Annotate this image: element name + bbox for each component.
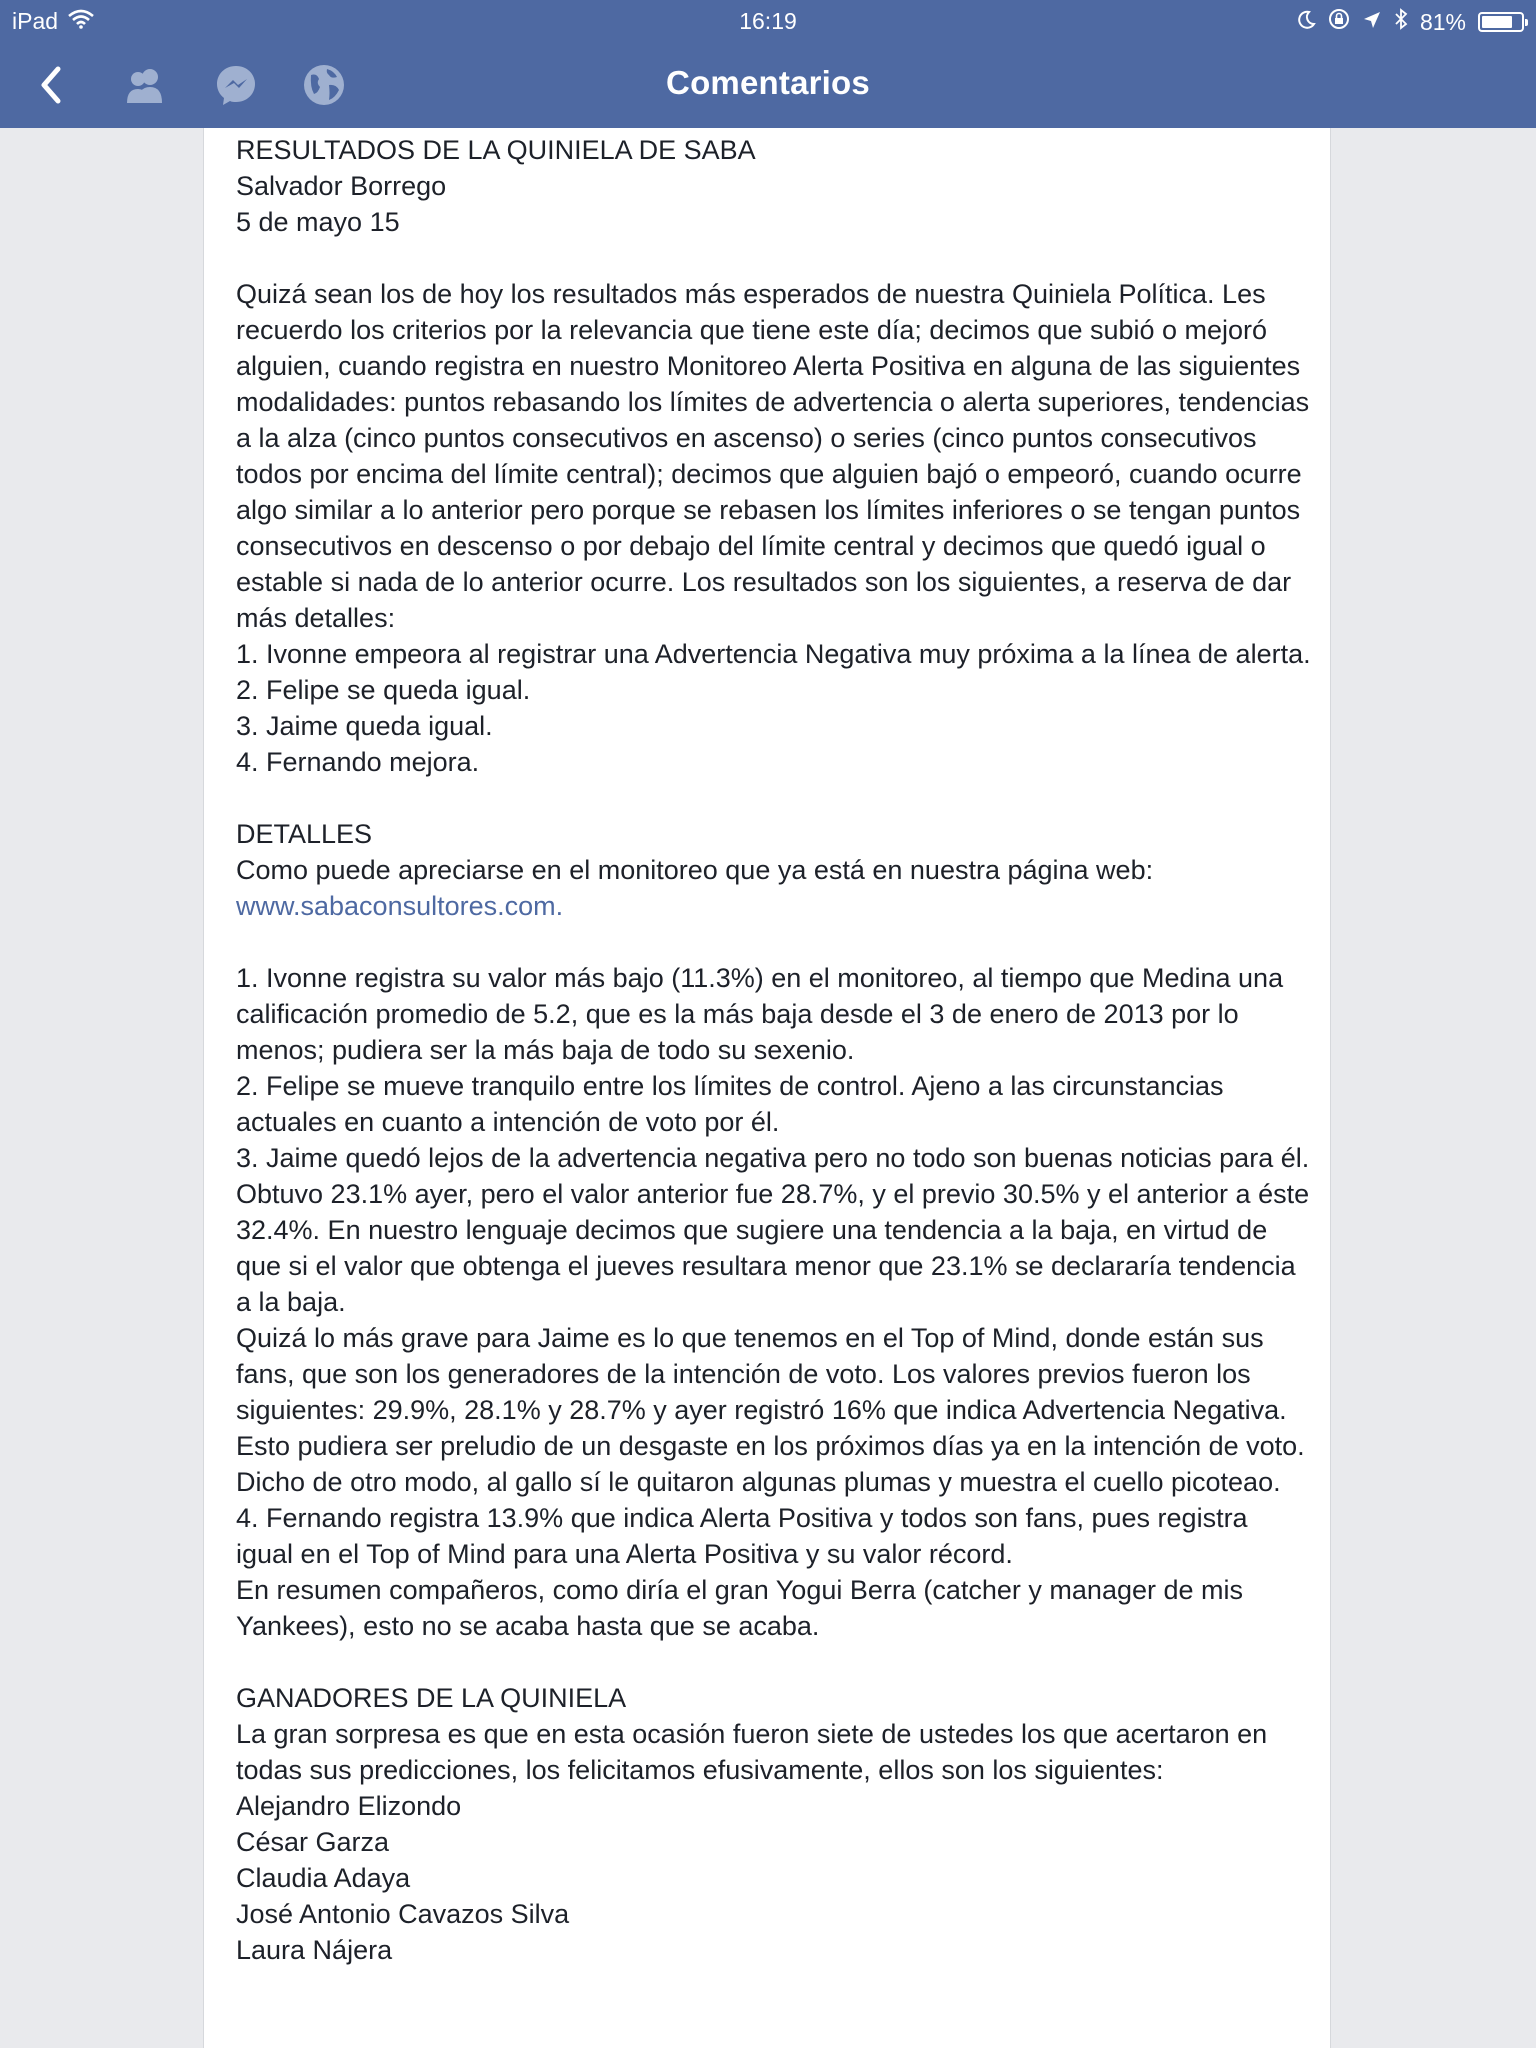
post-intro: Quizá sean los de hoy los resultados más esperados de nuestra Quiniela Política. Les recuerdo los criterios por la relevancia que tiene este día; decimos que subió o mejoró alguien, cuando registra en nuestro Monitoreo Alerta Positiva en alguna de las siguientes modalidades: puntos rebasando los límites de advertencia o alerta superiores, tendencias a la alza (cinco puntos consecutivos en ascenso) o series (cinco puntos consecutivos todos por encima del límite central); decimos que alguien bajó o empeoró, cuando ocurre algo similar a lo anterior pero porque se rebasen los límites inferiores o se tengan puntos consecutivos en descenso o por debajo del límite central y decimos que quedó igual o estable si nada de lo anterior ocurre. Los resultados son los siguientes, a reserva de dar más detalles: bbox=[236, 279, 1317, 633]
detail-paragraph: En resumen compañeros, como diría el gran Yogui Berra (catcher y manager de mis Yankees), esto no se acaba hasta que se acaba. bbox=[236, 1575, 1251, 1641]
battery-percent: 81% bbox=[1419, 8, 1466, 35]
comment-card bbox=[203, 128, 1331, 2048]
rotation-lock-icon bbox=[1328, 8, 1350, 36]
battery-fill bbox=[1482, 16, 1512, 28]
moon-icon bbox=[1296, 9, 1316, 36]
winner-name: César Garza bbox=[236, 1827, 390, 1857]
winners-heading: GANADORES DE LA QUINIELA bbox=[236, 1683, 627, 1713]
detail-paragraph: 1. Ivonne registra su valor más bajo (11.3%) en el monitoreo, al tiempo que Medina una calificación promedio de 5.2, que es la más baja desde el 3 de enero de 2013 por lo menos; pudiera ser la más baja de todo su sexenio. bbox=[236, 963, 1291, 1065]
winner-name: Laura Nájera bbox=[236, 1935, 393, 1965]
location-arrow-icon bbox=[1362, 9, 1382, 36]
details-heading: DETALLES bbox=[236, 819, 373, 849]
winner-name: Claudia Adaya bbox=[236, 1863, 411, 1893]
winner-name: Alejandro Elizondo bbox=[236, 1791, 462, 1821]
post-date: 5 de mayo 15 bbox=[236, 207, 400, 237]
device-label: iPad bbox=[12, 8, 59, 34]
winner-name: José Antonio Cavazos Silva bbox=[236, 1899, 570, 1929]
top-bar bbox=[0, 0, 1536, 128]
details-intro: Como puede apreciarse en el monitoreo que ya está en nuestra página web: bbox=[236, 855, 1154, 885]
bluetooth-icon bbox=[1394, 8, 1408, 36]
detail-paragraph: 3. Jaime quedó lejos de la advertencia negativa pero no todo son buenas noticias para él. Obtuvo 23.1% ayer, pero el valor anterior fue 28.7%, y el previo 30.5% y el anterior a éste 32.4%. En nuestro lenguaje decimos que sugiere una tendencia a la baja, en virtud de que si el valor que obtenga el jueves resultara menor que 23.1% se declararía tendencia a la baja. bbox=[236, 1143, 1317, 1317]
battery-icon bbox=[1478, 12, 1524, 32]
winners-intro: La gran sorpresa es que en esta ocasión fueron siete de ustedes los que acertaron en todas sus predicciones, los felicitamos efusivamente, ellos son los siguientes: bbox=[236, 1719, 1275, 1785]
result-item: 2. Felipe se queda igual. bbox=[236, 675, 531, 705]
status-bar bbox=[0, 0, 1536, 40]
result-item: 3. Jaime queda igual. bbox=[236, 711, 493, 741]
website-link[interactable]: www.sabaconsultores.com. bbox=[236, 891, 564, 921]
page-title: Comentarios bbox=[666, 64, 870, 101]
post-heading: RESULTADOS DE LA QUINIELA DE SABA bbox=[236, 135, 756, 165]
detail-paragraph: 4. Fernando registra 13.9% que indica Alerta Positiva y todos son fans, pues registra igual en el Top of Mind para una Alerta Positiva y su valor récord. bbox=[236, 1503, 1256, 1569]
result-item: 1. Ivonne empeora al registrar una Advertencia Negativa muy próxima a la línea de alerta. bbox=[236, 639, 1311, 669]
detail-paragraph: 2. Felipe se mueve tranquilo entre los límites de control. Ajeno a las circunstancias actuales en cuanto a intención de voto por él. bbox=[236, 1071, 1232, 1137]
detail-paragraph: Quizá lo más grave para Jaime es lo que tenemos en el Top of Mind, donde están sus fans, que son los generadores de la intención de voto. Los valores previos fueron los siguientes: 29.9%, 28.1% y 28.7% y ayer registró 16% que indica Advertencia Negativa. Esto pudiera ser preludio de un desgaste en los próximos días ya en la intención de voto. Dicho de otro modo, al gallo sí le quitaron algunas plumas y muestra el cuello picoteao. bbox=[236, 1323, 1313, 1497]
clock: 16:19 bbox=[739, 8, 797, 34]
post-body bbox=[236, 132, 1317, 1968]
result-item: 4. Fernando mejora. bbox=[236, 747, 480, 777]
post-author: Salvador Borrego bbox=[236, 171, 447, 201]
navigation-bar bbox=[0, 40, 1536, 128]
